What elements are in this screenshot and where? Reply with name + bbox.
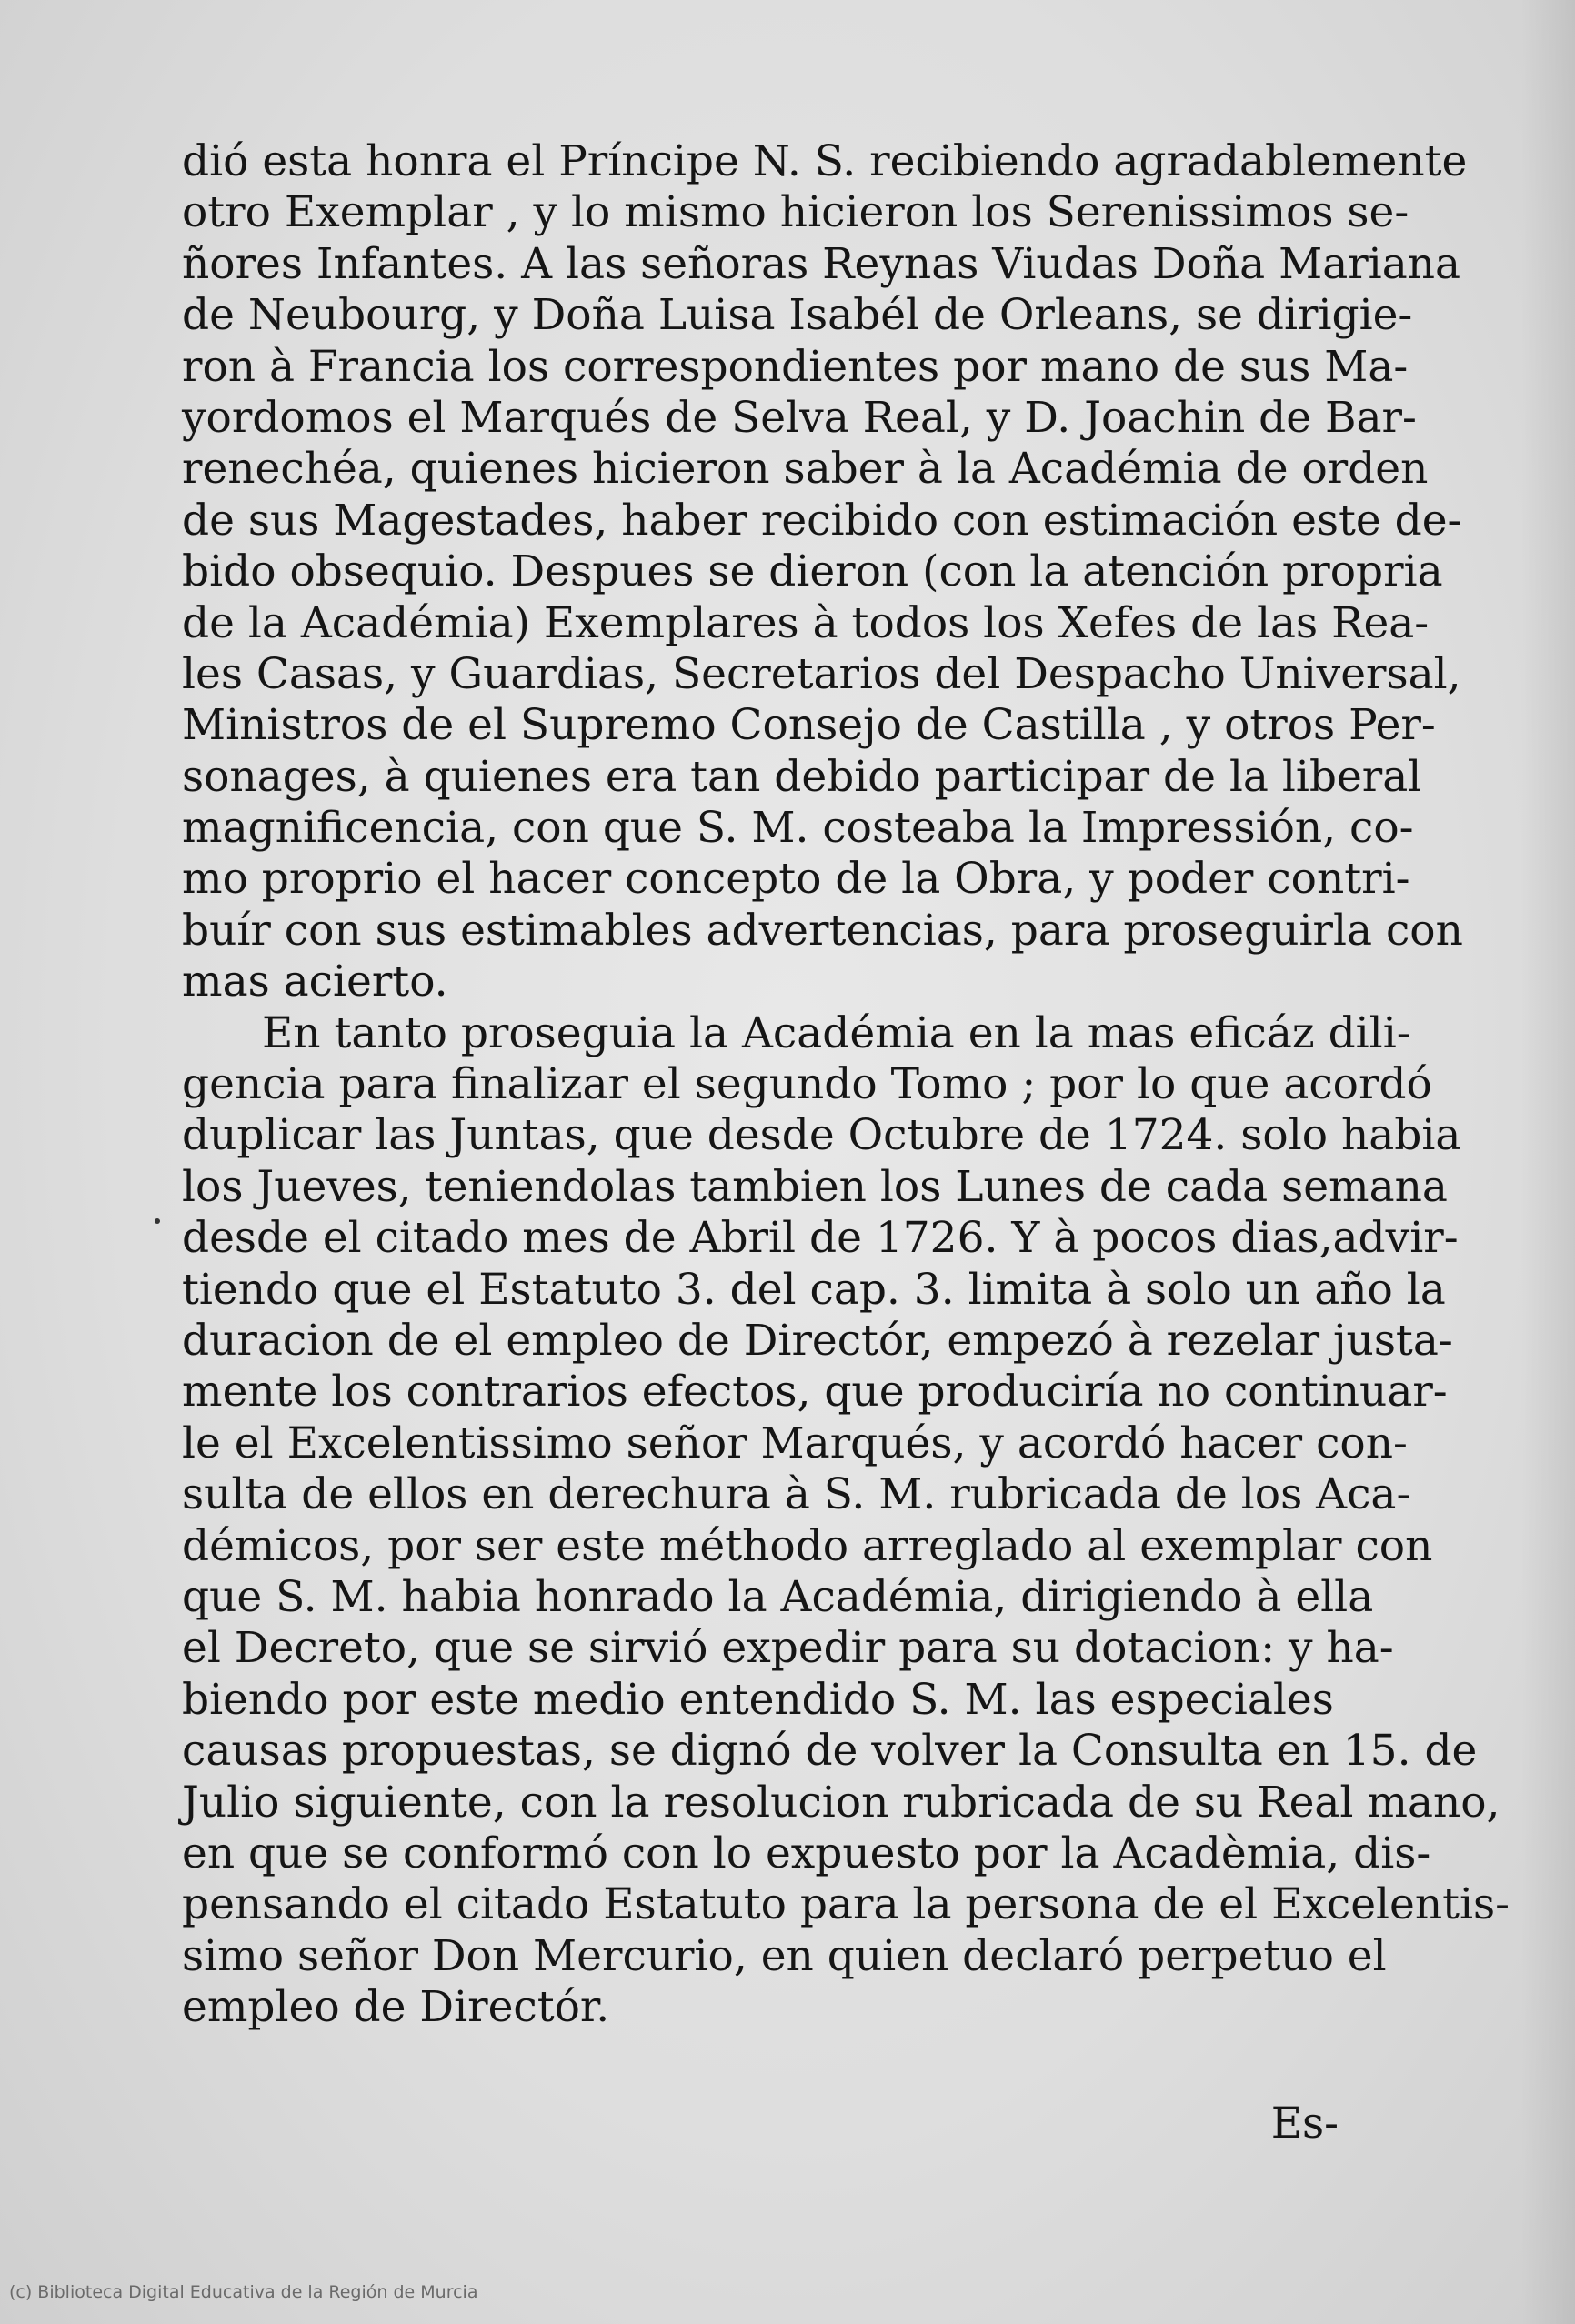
text-line: mas acierto.: [182, 957, 448, 1007]
text-line: simo señor Don Mercurio, en quien declaró perpetuo el: [182, 1930, 1387, 1981]
text-line: de Neubourg, y Doña Luisa Isabél de Orleans, se dirigie-: [182, 290, 1413, 341]
text-line: renechéa, quienes hicieron saber à la Académia de orden: [182, 444, 1429, 495]
text-line: que S. M. habia honrado la Académia, dirigiendo à ella: [182, 1571, 1374, 1622]
text-line: biendo por este medio entendido S. M. las especiales: [182, 1674, 1334, 1725]
text-line: el Decreto, que se sirvió expedir para su dotacion: y ha-: [182, 1623, 1394, 1674]
text-line: Ministros de el Supremo Consejo de Castilla , y otros Per-: [182, 700, 1436, 751]
text-line: empleo de Directór.: [182, 1982, 610, 2033]
text-line: pensando el citado Estatuto para la persona de el Excelentis-: [182, 1879, 1510, 1930]
text-line: duracion de el empleo de Directór, empezó à rezelar justa-: [182, 1315, 1453, 1366]
text-line: otro Exemplar , y lo mismo hicieron los Serenissimos se-: [182, 187, 1409, 238]
text-line: los Jueves, teniendolas tambien los Lunes de cada semana: [182, 1161, 1448, 1212]
text-line: causas propuestas, se dignó de volver la Consulta en 15. de: [182, 1726, 1478, 1777]
text-line: desde el citado mes de Abril de 1726. Y à pocos dias,advir-: [182, 1213, 1459, 1264]
text-line: En tanto proseguia la Académia en la mas eficáz dili-: [262, 1007, 1411, 1058]
text-line: dió esta honra el Príncipe N. S. recibiendo agradablemente: [182, 136, 1468, 186]
text-line: bido obsequio. Despues se dieron (con la atención propria: [182, 546, 1443, 597]
text-line: démicos, por ser este méthodo arreglado al exemplar con: [182, 1520, 1433, 1571]
text-line: buír con sus estimables advertencias, para proseguirla con: [182, 905, 1463, 956]
text-line: mo proprio el hacer concepto de la Obra, y poder contri-: [182, 854, 1410, 905]
catchword: Es-: [1270, 2099, 1339, 2149]
text-line: de sus Magestades, haber recibido con estimación este de-: [182, 495, 1462, 546]
page-text: [182, 136, 1510, 2033]
text-line: sulta de ellos en derechura à S. M. rubricada de los Aca-: [182, 1469, 1411, 1520]
paragraph-2: [182, 1007, 1510, 2034]
ink-speck: [155, 1218, 160, 1224]
text-line: mente los contrarios efectos, que produciría no continuar-: [182, 1367, 1448, 1417]
text-line: gencia para finalizar el segundo Tomo ; por lo que acordó: [182, 1059, 1432, 1110]
text-line: magnificencia, con que S. M. costeaba la Impressión, co-: [182, 803, 1414, 854]
text-line: les Casas, y Guardias, Secretarios del Despacho Universal,: [182, 648, 1461, 699]
paragraph-1: [182, 136, 1468, 1008]
text-line: le el Excelentissimo señor Marqués, y acordó hacer con-: [182, 1417, 1408, 1468]
page-edge-shadow: [1520, 0, 1575, 2324]
text-line: tiendo que el Estatuto 3. del cap. 3. limita à solo un año la: [182, 1264, 1446, 1315]
text-line: ron à Francia los correspondientes por mano de sus Ma-: [182, 341, 1409, 392]
text-line: Julio siguiente, con la resolucion rubricada de su Real mano,: [182, 1777, 1500, 1828]
text-line: de la Académia) Exemplares à todos los Xefes de las Rea-: [182, 597, 1430, 648]
text-line: yordomos el Marqués de Selva Real, y D. Joachin de Bar-: [182, 392, 1417, 443]
copyright-footer: (c) Biblioteca Digital Educativa de la Región de Murcia: [9, 2282, 478, 2302]
text-line: sonages, à quienes era tan debido participar de la liberal: [182, 751, 1422, 802]
text-line: duplicar las Juntas, que desde Octubre de 1724. solo habia: [182, 1110, 1461, 1161]
text-line: en que se conformó con lo expuesto por la Acadèmia, dis-: [182, 1828, 1431, 1878]
text-line: ñores Infantes. A las señoras Reynas Viudas Doña Mariana: [182, 238, 1461, 289]
